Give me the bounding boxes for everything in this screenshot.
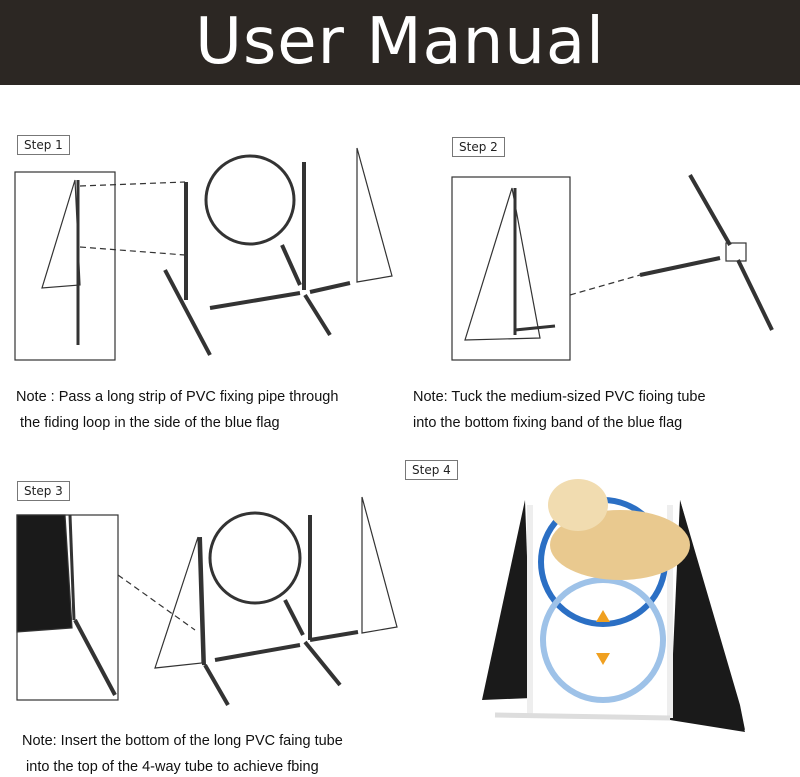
step2-parts-diagram bbox=[640, 175, 772, 330]
step3-note-line1: Note: Insert the bottom of the long PVC faing tube bbox=[22, 733, 343, 749]
step1-label: Step 1 bbox=[17, 135, 70, 155]
step2-inset-diagram bbox=[452, 177, 640, 360]
step4-assembled-jump-photo bbox=[482, 479, 745, 732]
step2-note bbox=[413, 384, 706, 436]
step1-note-line1: Note : Pass a long strip of PVC fixing pipe through bbox=[16, 389, 339, 405]
step1-inset-diagram bbox=[15, 172, 185, 360]
step1-note-line2: the fiding loop in the side of the blue flag bbox=[16, 415, 280, 431]
step1-parts-diagram bbox=[165, 148, 392, 355]
step3-note bbox=[22, 728, 343, 777]
step3-inset-diagram bbox=[17, 515, 195, 700]
page-title: User Manual bbox=[195, 5, 605, 79]
step3-label: Step 3 bbox=[17, 481, 70, 501]
step4-label: Step 4 bbox=[405, 460, 458, 480]
step1-note bbox=[16, 384, 338, 436]
step2-label: Step 2 bbox=[452, 137, 505, 157]
step3-parts-diagram bbox=[155, 497, 397, 705]
step2-note-line1: Note: Tuck the medium-sized PVC fioing tube bbox=[413, 389, 706, 405]
step3-note-line2: into the top of the 4-way tube to achieve fbing bbox=[22, 759, 319, 775]
step2-note-line2: into the bottom fixing band of the blue flag bbox=[413, 415, 683, 431]
